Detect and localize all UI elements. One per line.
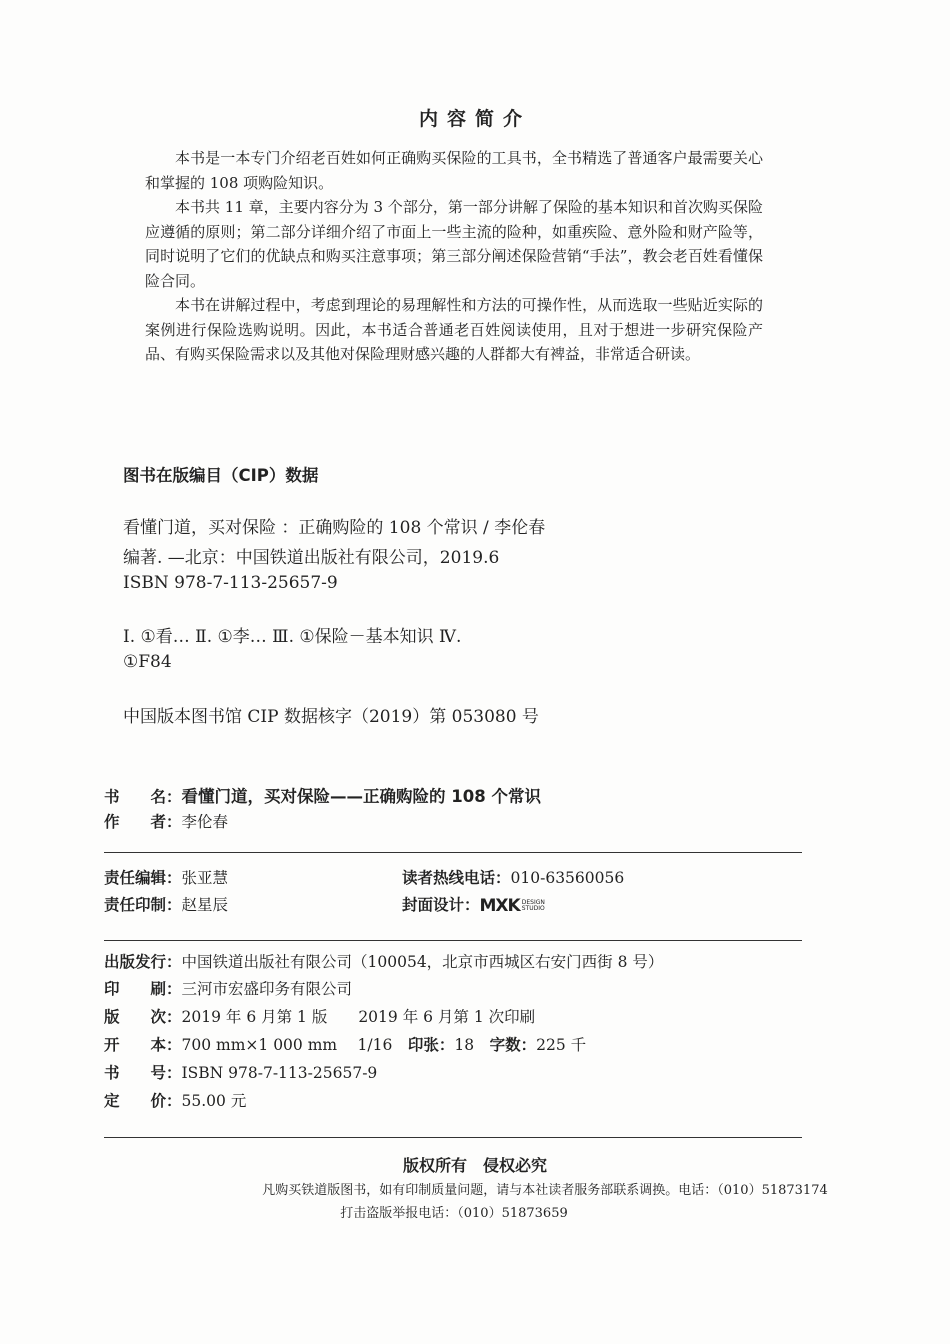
words-label: 字数： bbox=[489, 1036, 537, 1054]
print-supervisor-label: 责任印制： bbox=[104, 896, 182, 914]
format-row bbox=[104, 1033, 586, 1055]
book-title-value: 看懂门道，买对保险——正确购险的 108 个常识 bbox=[181, 787, 541, 806]
sheets-value: 18 bbox=[454, 1036, 490, 1054]
intro-paragraph-1: 本书是一本专门介绍老百姓如何正确购买保险的工具书，全书精选了普通客户最需要关心和掌握的 108 项购险知识。 bbox=[145, 149, 763, 192]
editor-value: 张亚慧 bbox=[181, 869, 229, 887]
price-row bbox=[104, 1089, 246, 1111]
design-studio-word-1: DESIGN bbox=[521, 898, 545, 906]
hotline-value: 010-63560056 bbox=[510, 869, 625, 887]
print-supervisor-row bbox=[104, 893, 228, 915]
intro-title: 内容简介 bbox=[418, 108, 531, 130]
author-value: 李伦春 bbox=[181, 813, 229, 831]
printer-row bbox=[104, 977, 352, 999]
intro-paragraph-2: 本书共 11 章，主要内容分为 3 个部分，第一部分讲解了保险的基本知识和首次购买保险应遵循的原则；第二部分详细介绍了市面上一些主流的险种，如重疾险、意外险和财产险等，同时说明了它们的优缺点和购买注意事项；第三部分阐述保险营销“手法”，教会老百姓看懂保险合同。 bbox=[145, 198, 763, 290]
piracy-hotline: 打击盗版举报电话：（010）51873659 bbox=[340, 1206, 568, 1221]
cip-classification: Ⅰ. ①看… Ⅱ. ①李… Ⅲ. ①保险－基本知识 Ⅳ. bbox=[123, 627, 462, 647]
publisher-row bbox=[104, 950, 663, 972]
divider-1 bbox=[104, 852, 802, 853]
hotline-label: 读者热线电话： bbox=[402, 869, 511, 887]
format-label: 开 本： bbox=[104, 1036, 182, 1054]
copyright-notice: 版权所有 侵权必究 bbox=[402, 1156, 547, 1175]
divider-2 bbox=[104, 940, 802, 941]
cip-line-1: 看懂门道，买对保险 ：正确购险的 108 个常识 / 李伦春 bbox=[123, 518, 546, 538]
hotline-row bbox=[402, 866, 624, 888]
quality-notice: 凡购买铁道版图书，如有印制质量问题，请与本社读者服务部联系调换。电话：（010）51873174 bbox=[262, 1183, 828, 1198]
design-studio-word-2: STUDIO bbox=[521, 904, 545, 912]
author-label: 作 者： bbox=[104, 813, 182, 831]
intro-body bbox=[145, 146, 763, 367]
author-row bbox=[104, 810, 228, 832]
price-label: 定 价： bbox=[104, 1092, 182, 1110]
book-title-label: 书 名： bbox=[104, 788, 182, 806]
cover-design-row bbox=[402, 893, 545, 916]
isbn-row bbox=[104, 1061, 377, 1083]
edition-row bbox=[104, 1005, 535, 1027]
edition-value: 2019 年 6 月第 1 版 2019 年 6 月第 1 次印刷 bbox=[181, 1008, 536, 1026]
divider-3 bbox=[104, 1137, 802, 1138]
printer-value: 三河市宏盛印务有限公司 bbox=[181, 980, 353, 998]
editor-row bbox=[104, 866, 228, 888]
design-studio-mark bbox=[522, 900, 545, 912]
sheets-label: 印张： bbox=[407, 1036, 455, 1054]
book-title-row bbox=[104, 783, 541, 807]
price-value: 55.00 元 bbox=[181, 1092, 247, 1110]
words-value: 225 千 bbox=[536, 1036, 587, 1054]
cip-classification-code: ①F84 bbox=[123, 652, 172, 672]
editor-label: 责任编辑： bbox=[104, 869, 182, 887]
isbn-value: ISBN 978-7-113-25657-9 bbox=[181, 1064, 378, 1082]
print-supervisor-value: 赵星辰 bbox=[181, 896, 229, 914]
cover-design-label: 封面设计： bbox=[402, 896, 480, 914]
publisher-label: 出版发行： bbox=[104, 953, 182, 971]
mxk-logo: MXK bbox=[479, 895, 520, 916]
publisher-value: 中国铁道出版社有限公司（100054，北京市西城区右安门西街 8 号） bbox=[181, 953, 664, 971]
isbn-label: 书 号： bbox=[104, 1064, 182, 1082]
cip-line-2: 编著. —北京：中国铁道出版社有限公司，2019.6 bbox=[123, 548, 500, 568]
cip-heading: 图书在版编目（CIP）数据 bbox=[123, 466, 319, 485]
cip-data-number: 中国版本图书馆 CIP 数据核字（2019）第 053080 号 bbox=[123, 707, 539, 727]
printer-label: 印 刷： bbox=[104, 980, 182, 998]
format-value: 700 mm×1 000 mm 1/16 bbox=[181, 1036, 408, 1054]
edition-label: 版 次： bbox=[104, 1008, 182, 1026]
cip-isbn: ISBN 978-7-113-25657-9 bbox=[123, 573, 338, 593]
intro-paragraph-3: 本书在讲解过程中，考虑到理论的易理解性和方法的可操作性，从而选取一些贴近实际的案例进行保险选购说明。因此，本书适合普通老百姓阅读使用，且对于想进一步研究保险产品、有购买保险需求以及其他对保险理财感兴趣的人群都大有裨益，非常适合研读。 bbox=[145, 296, 763, 363]
